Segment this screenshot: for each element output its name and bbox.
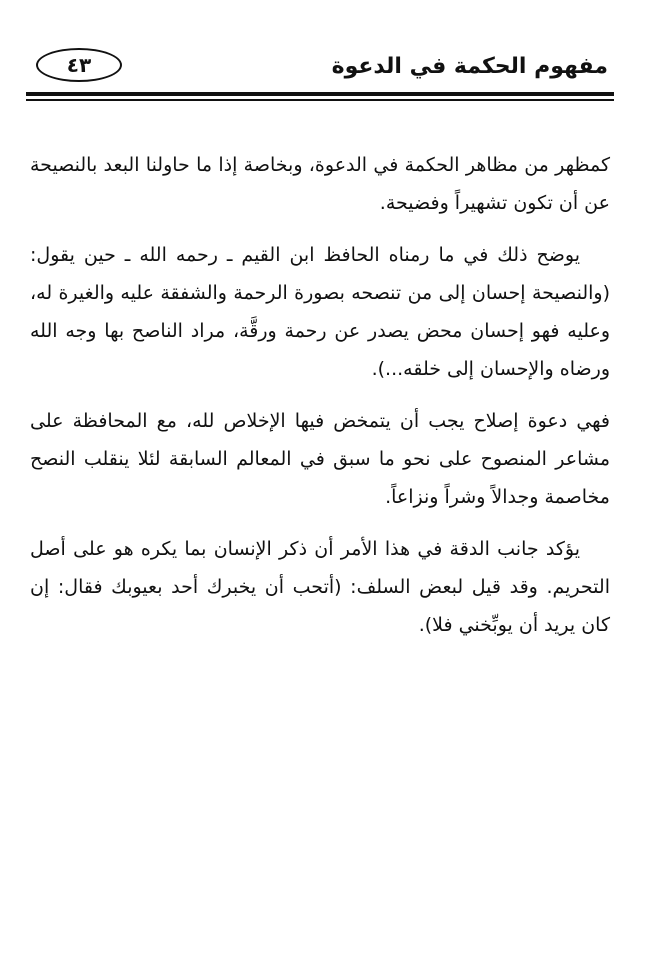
paragraph-2: يوضح ذلك في ما رمناه الحافظ ابن القيم ـ رحمه الله ـ حين يقول: (والنصيحة إحسان إلى من تنصحه بصورة الرحمة والشفقة عليه والغيرة له، وعليه فهو إحسان محض يصدر عن رحمة ورقَّة، مراد الناصح بها وجه الله ورضاه والإحسان إلى خلقه...). — [30, 244, 610, 380]
running-title: مفهوم الحكمة في الدعوة — [331, 54, 608, 79]
page-header — [26, 40, 614, 90]
page-number: ٤٣ — [66, 53, 92, 77]
header-rule-thin — [26, 99, 614, 101]
header-rule-thick — [26, 92, 614, 96]
body-text — [30, 146, 610, 658]
paragraph-1: كمظهر من مظاهر الحكمة في الدعوة، وبخاصة إذا ما حاولنا البعد بالنصيحة عن أن تكون تشهيراً وفضيحة. — [30, 154, 610, 214]
paragraph-4: يؤكد جانب الدقة في هذا الأمر أن ذكر الإنسان بما يكره هو على أصل التحريم. وقد قيل لبعض السلف: (أتحب أن يخبرك أحد بعيوبك فقال: إن كان يريد أن يوبِّخني فلا). — [30, 538, 610, 636]
page-number-badge — [36, 48, 122, 82]
paragraph-3: فهي دعوة إصلاح يجب أن يتمخض فيها الإخلاص لله، مع المحافظة على مشاعر المنصوح على نحو ما سبق في المعالم السابقة لئلا ينقلب النصح مخاصمة وجدالاً وشراً ونزاعاً. — [30, 410, 610, 508]
